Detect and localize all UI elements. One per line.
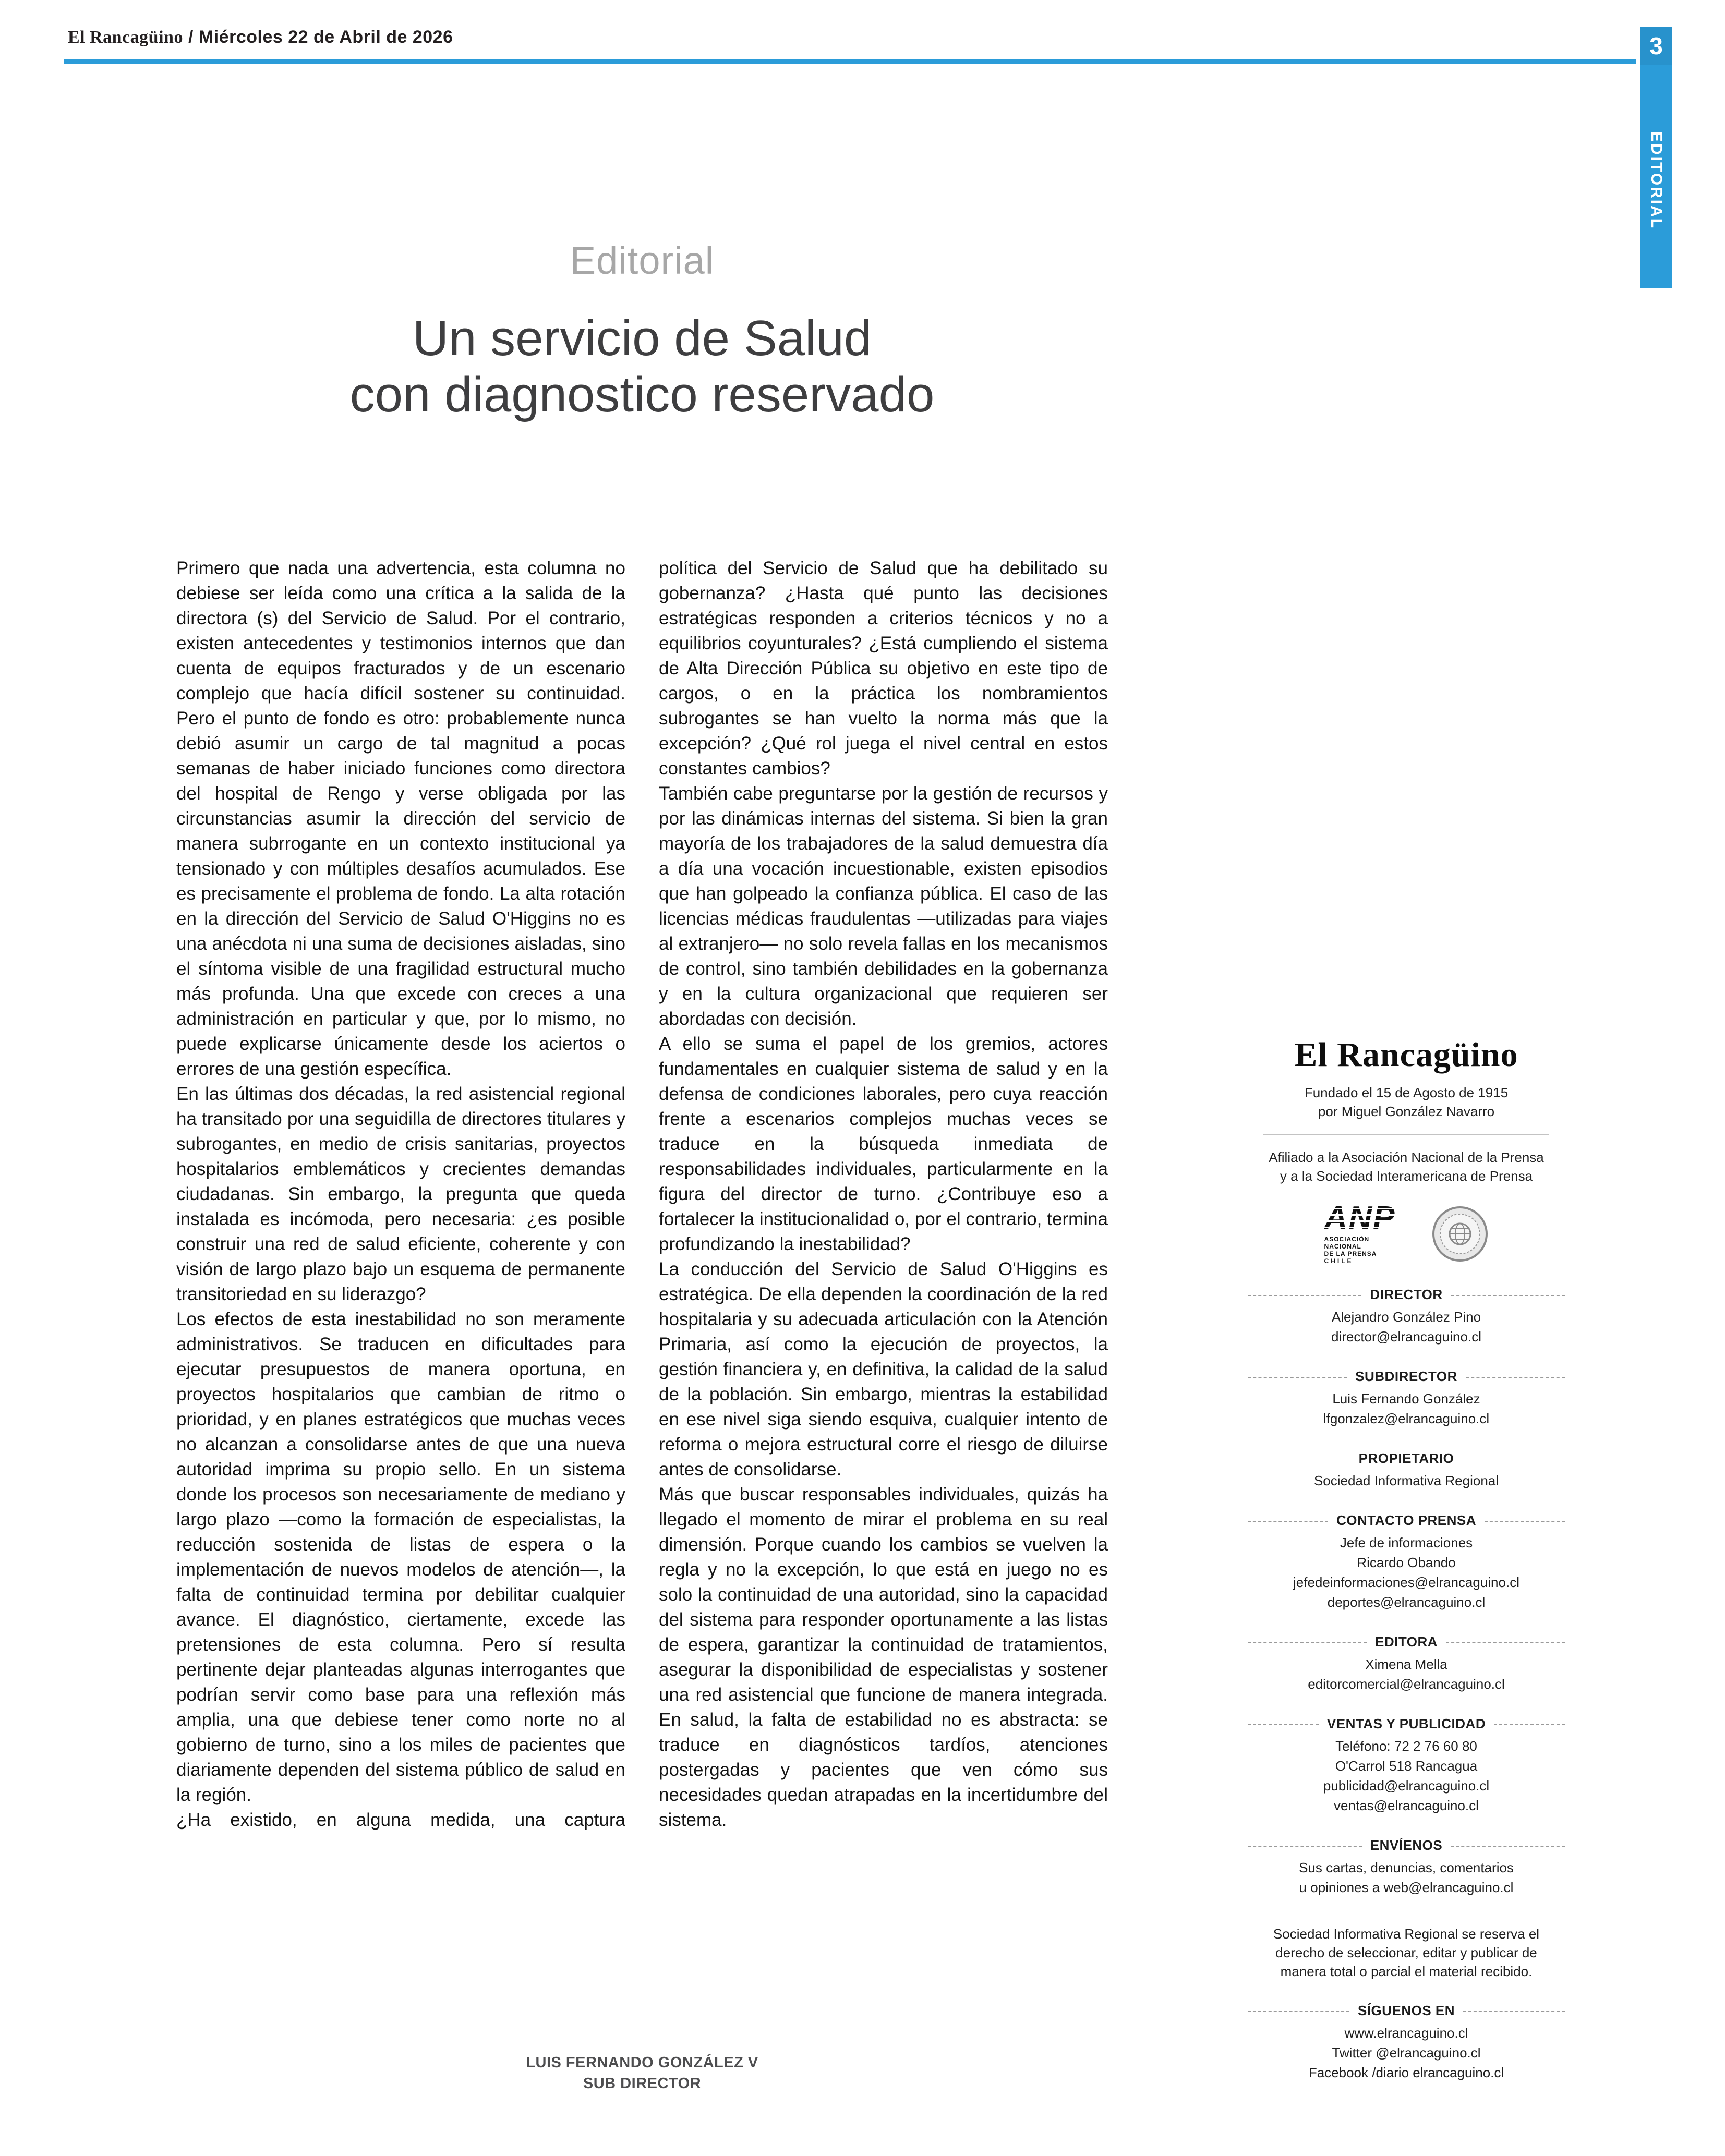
masthead-sidebar: [1248, 1035, 1565, 2082]
masthead-section-propietario: [1248, 1450, 1565, 1491]
page-header: [68, 27, 453, 47]
paragraph: A ello se suma el papel de los gremios, actores fundamentales en cualquier sistema de salud y en la defensa de condiciones laborales, pero cuya reacción frente a escenarios complejos muchas veces se traduce en la búsqueda inmediata de responsabilidades individuales, particularmente en la figura del director de turno. ¿Contribuye eso a fortalecer la institucionalidad o, por el contrario, termina profundizando la inestabilidad?: [659, 1034, 1108, 1254]
section-title: SÍGUENOS EN: [1248, 2003, 1565, 2019]
paragraph: Los efectos de esta inestabilidad no son meramente administrativos. Se traducen en dificultades para ejecutar presupuestos de manera oportuna, en proyectos hospitalarios que cambian de ritmo o prioridad, y en planes estratégicos que muchas veces no alcanzan a consolidarse antes de que una nueva autoridad imprima su propio sello. En un sistema donde los procesos son necesariamente de mediano y largo plazo —como la formación de especialistas, la reducción sostenida de listas de espera o la implementación de nuevos modelos de atención—, la falta de continuidad termina por debilitar cualquier avance. El diagnóstico, ciertamente, excede las pretensiones de esta columna. Pero sí resulta pertinente dejar planteadas algunas interrogantes que podrían servir como base para una reflexión más amplia, una que debiese tener como norte no al gobierno de turno, sino a los miles de pacientes que diariamente dependen del sistema público de salud en la región.: [176, 1309, 625, 1805]
paragraph: La conducción del Servicio de Salud O'Higgins es estratégica. De ella dependen la coordinación de la red hospitalaria y su adecuada articulación con la Atención Primaria, así como la ejecución de proyectos, la gestión financiera y, en definitiva, la calidad de la salud de la población. Sin embargo, mientras la estabilidad en ese nivel siga siendo esquiva, cualquier intento de reforma o mejora estructural corre el riesgo de diluirse antes de consolidarse.: [659, 1259, 1108, 1480]
founded-line-2: por Miguel González Navarro: [1318, 1104, 1495, 1119]
section-title: DIRECTOR: [1248, 1287, 1565, 1303]
signature-title: SUB DIRECTOR: [583, 2075, 702, 2092]
article-column-1: [176, 556, 625, 1833]
masthead-affiliation: [1248, 1148, 1565, 1185]
masthead-section-siguenos: [1248, 2003, 1565, 2082]
section-label: EDITORIAL: [1648, 131, 1665, 230]
section-title: CONTACTO PRENSA: [1248, 1512, 1565, 1529]
masthead-section-ventas: [1248, 1716, 1565, 1815]
section-title: SUBDIRECTOR: [1248, 1368, 1565, 1385]
masthead-section-director: [1248, 1287, 1565, 1347]
header-separator: /: [188, 27, 194, 47]
section-line: deportes@elrancaguino.cl: [1327, 1594, 1486, 1610]
section-line: Sus cartas, denuncias, comentarios: [1299, 1860, 1514, 1875]
paragraph: ¿Ha existido, en alguna medida, una captura: [176, 1810, 625, 1830]
section-line: Teléfono: 72 2 76 60 80: [1335, 1738, 1477, 1754]
page-number: 3: [1640, 27, 1672, 65]
masthead-section-contacto-prensa: [1248, 1512, 1565, 1612]
section-line: publicidad@elrancaguino.cl: [1323, 1778, 1490, 1794]
paragraph: política del Servicio de Salud que ha debilitado su gobernanza? ¿Hasta qué punto las decisiones estratégicas responden a criterios técnicos y no a equilibrios coyunturales? ¿Está cumpliendo el sistema de Alta Dirección Pública su objetivo en este tipo de cargos, o en la práctica los nombramientos subrogantes se han vuelto la norma más que la excepción? ¿Qué rol juega el nivel central en estos constantes cambios?: [659, 558, 1108, 779]
affiliation-line-1: Afiliado a la Asociación Nacional de la Prensa: [1269, 1149, 1544, 1165]
masthead-founded: [1248, 1083, 1565, 1121]
section-title: VENTAS Y PUBLICIDAD: [1248, 1716, 1565, 1732]
masthead-divider: [1263, 1134, 1549, 1135]
masthead-section-envienos: [1248, 1837, 1565, 1897]
article-signature: [176, 2052, 1108, 2094]
edition-date: Miércoles 22 de Abril de 2026: [198, 27, 453, 47]
article-column-2: [659, 556, 1108, 1833]
article-kicker: Editorial: [570, 239, 715, 282]
masthead-section-editora: [1248, 1634, 1565, 1694]
founded-line-1: Fundado el 15 de Agosto de 1915: [1304, 1085, 1509, 1100]
anp-logo-mark: ANP: [1324, 1200, 1396, 1236]
article-columns: [176, 556, 1108, 1833]
anp-logo-caption: ASOCIACIÓN NACIONAL DE LA PRENSA CHILE: [1324, 1236, 1377, 1265]
paragraph: Más que buscar responsables individuales, quizás ha llegado el momento de mirar el problema en su real dimensión. Porque cuando los cambios se vuelven la regla y no la excepción, lo que está en juego no es solo la continuidad de una autoridad, sino la capacidad del sistema para responder oportunamente a las listas de espera, garantizar la continuidad de tratamientos, asegurar la disponibilidad de especialistas y sostener una red asistencial que funcione de manera integrada. En salud, la falta de estabilidad no es abstracta: se traduce en diagnósticos tardíos, atenciones postergadas y pacientes que ven cómo sus necesidades quedan atrapadas en la incertidumbre del sistema.: [659, 1484, 1108, 1830]
section-line: Alejandro González Pino: [1331, 1309, 1481, 1325]
section-line: editorcomercial@elrancaguino.cl: [1308, 1676, 1505, 1692]
section-title: PROPIETARIO: [1358, 1450, 1454, 1466]
paragraph: También cabe preguntarse por la gestión de recursos y por las dinámicas internas del sistema. Si bien la gran mayoría de los trabajadores de la salud demuestra día a día una vocación incuestionable, existen episodios que han golpeado la confianza pública. El caso de las licencias médicas fraudulentas —utilizadas para viajes al extranjero— no solo revela fallas en los mecanismos de control, sino también debilidades en la gobernanza y en la cultura organizacional que requieren ser abordadas con decisión.: [659, 783, 1108, 1029]
article-headline: [176, 310, 1108, 423]
masthead-title: El Rancagüino: [1294, 1036, 1518, 1074]
paragraph: Primero que nada una advertencia, esta columna no debiese ser leída como una crítica a la salida de la directora (s) del Servicio de Salud. Por el contrario, existen antecedentes y testimonios internos que dan cuenta de equipos fracturados y de un escenario complejo que hacía difícil sostener su continuidad. Pero el punto de fondo es otro: probablemente nunca debió asumir un cargo de tal magnitud a pocas semanas de haber iniciado funciones como directora del hospital de Rengo y verse obligada por las circunstancias asumir la dirección del servicio de manera subrrogante en un contexto institucional ya tensionado y con múltiples desafíos acumulados. Ese es precisamente el problema de fondo. La alta rotación en la dirección del Servicio de Salud O'Higgins no es una anécdota ni una suma de decisiones aisladas, sino el síntoma visible de una fragilidad estructural mucho más profunda. Una que excede con creces a una administración en particular y que, por lo mismo, no puede explicarse únicamente desde los aciertos o errores de una gestión específica.: [176, 558, 625, 1079]
section-strip: [1640, 27, 1672, 288]
editorial-article: [176, 237, 1108, 1833]
section-line: Sociedad Informativa Regional: [1313, 1473, 1499, 1488]
headline-line-1: Un servicio de Salud: [412, 310, 872, 366]
follow-website: www.elrancaguino.cl: [1344, 2025, 1468, 2041]
section-title: ENVÍENOS: [1248, 1837, 1565, 1854]
section-line: lfgonzalez@elrancaguino.cl: [1323, 1411, 1490, 1426]
section-title: EDITORA: [1248, 1634, 1565, 1650]
anp-logo: [1324, 1200, 1396, 1265]
masthead-disclaimer: Sociedad Informativa Regional se reserva el derecho de seleccionar, editar y publicar de manera total o parcial el material recibido.: [1273, 1926, 1540, 1979]
section-line: jefedeinformaciones@elrancaguino.cl: [1293, 1574, 1519, 1590]
section-line: Luis Fernando González: [1332, 1391, 1480, 1407]
header-rule: [64, 59, 1636, 64]
section-line: Ximena Mella: [1365, 1656, 1447, 1672]
follow-facebook: Facebook /diario elrancaguino.cl: [1308, 2065, 1504, 2080]
headline-line-2: con diagnostico reservado: [349, 367, 935, 422]
sip-seal-logo: [1432, 1206, 1488, 1262]
section-line: O'Carrol 518 Rancagua: [1335, 1758, 1478, 1774]
section-line: Ricardo Obando: [1357, 1555, 1456, 1570]
paper-name: El Rancagüino: [68, 28, 183, 47]
masthead-section-subdirector: [1248, 1368, 1565, 1428]
section-line: u opiniones a web@elrancaguino.cl: [1299, 1880, 1514, 1895]
signature-name: LUIS FERNANDO GONZÁLEZ V: [526, 2054, 758, 2071]
follow-twitter: Twitter @elrancaguino.cl: [1332, 2045, 1481, 2061]
masthead-logos: [1248, 1200, 1565, 1265]
section-line: ventas@elrancaguino.cl: [1334, 1798, 1479, 1813]
paragraph: En las últimas dos décadas, la red asistencial regional ha transitado por una seguidilla de directores titulares y subrogantes, en medio de crisis sanitarias, proyectos hospitalarios emblemáticos y crecientes demandas ciudadanas. Sin embargo, la pregunta que queda instalada es incómoda, pero necesaria: ¿es posible construir una red de salud eficiente, coherente y con visión de largo plazo bajo un esquema de permanente transitoriedad en su liderazgo?: [176, 1084, 625, 1304]
affiliation-line-2: y a la Sociedad Interamericana de Prensa: [1280, 1168, 1533, 1184]
section-line: director@elrancaguino.cl: [1331, 1329, 1481, 1345]
section-line: Jefe de informaciones: [1340, 1535, 1473, 1551]
